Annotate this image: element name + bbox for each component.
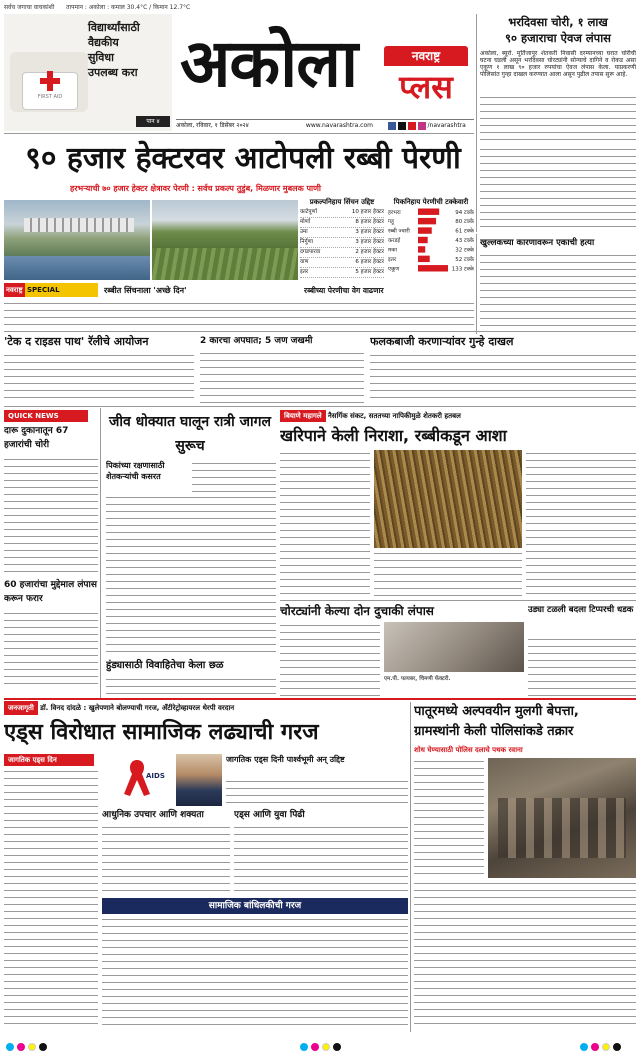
- first-aid-kit-icon: [10, 52, 88, 112]
- crop-bar: [418, 237, 428, 243]
- right-top-headline-2: ९० हजाराचा ऐवज लंपास: [505, 31, 611, 45]
- social-handle[interactable]: /navarashtra: [427, 122, 466, 129]
- promo-box: [4, 14, 172, 131]
- crop-bar: [418, 246, 425, 252]
- irrigation-table-value: 6 हजार हेक्टर: [355, 259, 384, 265]
- irrigation-table-project: इतर: [300, 269, 309, 275]
- dateline-bar: [176, 119, 474, 131]
- irrigation-table-row: [300, 258, 384, 268]
- life-risk-body: [106, 494, 276, 656]
- top-tagline-bar: [4, 3, 474, 13]
- main-headline: ९० हजार हेक्टरवर आटोपली रब्बी पेरणी: [25, 141, 461, 176]
- doctor-portrait: [176, 754, 222, 806]
- aids-body-1: [4, 768, 98, 1030]
- facebook-icon[interactable]: [388, 122, 396, 130]
- missing-body-2: [414, 880, 636, 1030]
- special-body: [4, 300, 474, 328]
- special-headline: रब्बीत सिंचनाला 'अच्छे दिन': [104, 286, 187, 295]
- instagram-icon[interactable]: [418, 122, 426, 130]
- page-number: पान ४: [136, 116, 170, 127]
- irrigation-table-project: काटेपूर्णा: [300, 209, 317, 215]
- irrigation-table-title: प्रकल्पनिहाय सिंचन उद्दिष्ट: [309, 198, 375, 206]
- dr-line: डॉ. विनद दांदळे : खुलेपणाने बोलण्याची गरज, ॲंटीरेट्रोव्हायरल थेरपी वरदान: [40, 704, 235, 712]
- aids-inset-body: [226, 778, 408, 806]
- irrigation-table-value: 8 हजार हेक्टर: [355, 219, 384, 225]
- crop-percentage-chart: [388, 198, 474, 282]
- dowry-headline: हुंड्यासाठी विवाहितेचा केला छळ: [106, 660, 224, 671]
- twitter-icon[interactable]: [398, 122, 406, 130]
- irrigation-table-project: मोर्णा: [300, 219, 311, 225]
- social-body: [102, 916, 408, 1030]
- crop-category-label: एकूण: [388, 266, 400, 273]
- crash-body: [200, 350, 364, 404]
- soybean-field-photo: [374, 450, 522, 548]
- modern-headline: आधुनिक उपचार आणि शक्यता: [102, 810, 204, 820]
- missing-subhead: शोध घेण्यासाठी पोलिस दलाचे पथक रवाना: [414, 746, 523, 754]
- kharif-side: [526, 450, 636, 598]
- dowry-body: [106, 676, 276, 696]
- weather-info: तापमान : अकोला : कमाल 30.4°C / किमान 12.7°C: [66, 4, 191, 11]
- rally-headline: 'टेक द राइडस पाथ' रॅलीचे आयोजन: [4, 335, 149, 348]
- crop-bar: [418, 218, 436, 224]
- kit-label: FIRST AID: [37, 94, 63, 100]
- thieves-headline: चोरट्यांनी केल्या दोन दुचाकी लंपास: [280, 604, 434, 618]
- awareness-label: जनजागृती: [4, 701, 38, 715]
- irrigation-table-value: 2 हजार हेक्टर: [355, 249, 384, 255]
- crop-bars-svg: [388, 207, 474, 273]
- promo-line-4: उपलब्ध करा: [88, 66, 138, 79]
- irrigation-table-row: [300, 248, 384, 258]
- crop-value-label: 43 टक्के: [455, 238, 474, 245]
- irrigation-table-project: दगडपारवा: [300, 249, 321, 255]
- missing-photo: [488, 758, 636, 878]
- website-link[interactable]: www.navarashtra.com: [305, 122, 373, 129]
- registration-marks-center: [300, 1036, 360, 1046]
- irrigation-table-project: निर्गुणा: [300, 239, 313, 245]
- irrigation-table-row: [300, 238, 384, 248]
- crop-value-label: 52 टक्के: [455, 256, 474, 263]
- missing-headline-1: पातूरमध्ये अल्पवयीन मुलगी बेपत्ता,: [414, 704, 579, 719]
- right-top-body-more: [480, 146, 636, 230]
- social-headline: सामाजिक बांधिलकीची गरज: [208, 901, 302, 911]
- aids-logo-text: AIDS: [146, 772, 165, 780]
- special-subhead: रब्बीच्या पेरणीचा वेग वाढणार: [304, 286, 384, 295]
- crash-headline: 2 कारचा अपघात; 5 जण जखमी: [200, 336, 313, 346]
- life-risk-body-2: [192, 460, 276, 494]
- aids-ribbon-graphic: [102, 754, 172, 800]
- top-tagline: सर्वच जगाचा वाचकांशी: [4, 4, 55, 11]
- wolf-body: [528, 636, 636, 696]
- promo-line-2: वैद्यकीय: [88, 36, 119, 49]
- irrigation-table-value: 3 हजार हेक्टर: [355, 239, 384, 245]
- right-top-headline-1: भरदिवसा चोरी, १ लाख: [508, 15, 608, 29]
- muddemal-headline: 60 हजारांचा मुद्देमाल लंपास करून फरार: [4, 580, 97, 604]
- thieves-photo-caption: एम.पी. फायबर, चिमणी फॅक्टरी.: [384, 676, 451, 682]
- social-headline-box: [102, 898, 408, 914]
- crop-bar: [418, 256, 430, 262]
- crop-category-label: मका: [388, 247, 397, 254]
- irrigation-table: [300, 198, 384, 282]
- registration-marks-right: [580, 1036, 636, 1046]
- registration-marks-left: [6, 1036, 66, 1046]
- thieves-photo: [384, 622, 524, 672]
- right-top-body-columns: [480, 94, 636, 146]
- field-photo: [152, 200, 298, 280]
- life-risk-headline: जीव धोक्यात घालून रात्री जागल सुरूच: [108, 414, 271, 454]
- accident-body: [480, 252, 636, 328]
- dam-photo: [4, 200, 150, 280]
- irrigation-table-row: [300, 268, 384, 278]
- irrigation-table-row: [300, 218, 384, 228]
- aids-headline: एड्स विरोधात सामाजिक लढ्याची गरज: [4, 720, 319, 745]
- irrigation-table-value: 3 हजार हेक्टर: [355, 229, 384, 235]
- crop-category-label: हरभरा: [388, 209, 401, 216]
- promo-text: [88, 20, 170, 80]
- crop-category-label: गहू: [388, 219, 395, 226]
- wolf-headline: उड्या टळली बदला टिप्परची धडक: [528, 605, 634, 615]
- dateline: अकोला, रविवार, १ डिसेंबर २०२४: [176, 122, 249, 129]
- kharif-headline: खरिपाने केली निराशा, रब्बीकडून आशा: [280, 426, 507, 445]
- fireworks-body: [370, 352, 636, 404]
- brand-logo: [384, 46, 468, 108]
- promo-line-1: विद्यार्थ्यांसाठी: [88, 21, 140, 34]
- youtube-icon[interactable]: [408, 122, 416, 130]
- irrigation-table-project: उमा: [300, 229, 308, 235]
- crop-category-label: रब्बी ज्वारी: [388, 228, 410, 235]
- crop-value-label: 61 टक्के: [455, 228, 474, 235]
- seed-tag: बियाणे महागले: [280, 410, 326, 422]
- brand-bottom: प्लस: [399, 68, 453, 106]
- irrigation-table-row: [300, 208, 384, 218]
- crop-category-label: करडई: [388, 238, 401, 245]
- crop-value-label: 94 टक्के: [455, 209, 474, 216]
- quick-news-label: [4, 410, 88, 422]
- quick-news-text: QUICK NEWS: [8, 412, 59, 420]
- rally-body: [4, 352, 194, 404]
- main-subheadline: हरभऱ्याची ७० हजार हेक्टर क्षेत्रावर पेरणी : सर्वच प्रकल्प तुडुंब, मिळणार मुबलक पाणी: [70, 184, 321, 193]
- irrigation-table-value: 10 हजार हेक्टर: [351, 209, 384, 215]
- accident-headline: खुल्लकच्या कारणावरून एकाची हत्या: [480, 238, 595, 248]
- right-top-story: [480, 14, 636, 230]
- youth-body: [234, 824, 408, 896]
- special-tag: SPECIAL: [26, 286, 60, 294]
- missing-headline-2: ग्रामस्थांनी केली पोलिसांकडे तक्रार: [414, 724, 574, 739]
- crop-protect-subhead: पिकांच्या रक्षणासाठी शेतकऱ्यांची कसरत: [106, 461, 165, 481]
- brand-top: नवराष्ट्र: [384, 46, 468, 66]
- promo-line-3: सुविधा: [88, 51, 115, 64]
- aids-day-label: जागतिक एड्स दिन: [4, 754, 94, 766]
- irrigation-table-value: 5 हजार हेक्टर: [355, 269, 384, 275]
- thieves-body: [280, 622, 380, 696]
- crop-bar: [418, 209, 439, 215]
- right-top-body: अकोला, ब्यूरो. मूर्तिजापूर शेतकरी निवासी दरम्यानच्या घरात चोरीची घटना घडली असून भरदिवसा चोरट्यांनी सोन्याचे दागिने व रोकड असा एकूण १ लाख ९० हजार रुपयांचा ऐवज लंपास केला. याप्रकरणी पोलिसांत गुन्हा दाखल करण्यात आला असून पुढील तपास सुरू आहे.: [480, 50, 636, 78]
- missing-body-1: [414, 758, 484, 878]
- crop-category-label: इतर: [388, 256, 397, 263]
- modern-body: [102, 824, 230, 896]
- crop-chart-title: पिकनिहाय पेरणीची टक्केवारी: [393, 198, 469, 206]
- crop-bar: [418, 265, 448, 271]
- liquor-body: [4, 456, 98, 576]
- special-brand: नवराष्ट्र: [4, 283, 25, 297]
- crop-value-label: 80 टक्के: [455, 219, 474, 226]
- muddemal-body: [4, 610, 98, 690]
- aids-inset-title: जागतिक एड्स दिनी पार्श्वभूमी अन् उद्दिष्ट: [226, 755, 345, 764]
- irrigation-table-row: [300, 228, 384, 238]
- crop-value-label: 32 टक्के: [455, 247, 474, 254]
- youth-headline: एड्स आणि युवा पिढी: [234, 810, 305, 820]
- awareness-bar: [4, 701, 404, 715]
- kharif-quotes: [374, 550, 522, 598]
- special-label: [4, 283, 98, 297]
- fireworks-headline: फलकबाजी करणाऱ्यांवर गुन्हे दाखल: [370, 335, 514, 348]
- masthead-title: अकोला: [180, 25, 358, 102]
- crop-value-label: 133 टक्के: [451, 266, 474, 273]
- irrigation-table-project: वाण: [300, 259, 309, 265]
- seed-head: नैसर्गिक संकट, सततच्या नापिकीमुळे शेतकरी हतबल: [327, 412, 461, 420]
- liquor-headline: दारू दुकानातून 67 हजारांची चोरी: [4, 426, 69, 450]
- crop-bar: [418, 227, 432, 233]
- seed-tag-bar: [280, 410, 636, 422]
- kharif-body: [280, 450, 370, 598]
